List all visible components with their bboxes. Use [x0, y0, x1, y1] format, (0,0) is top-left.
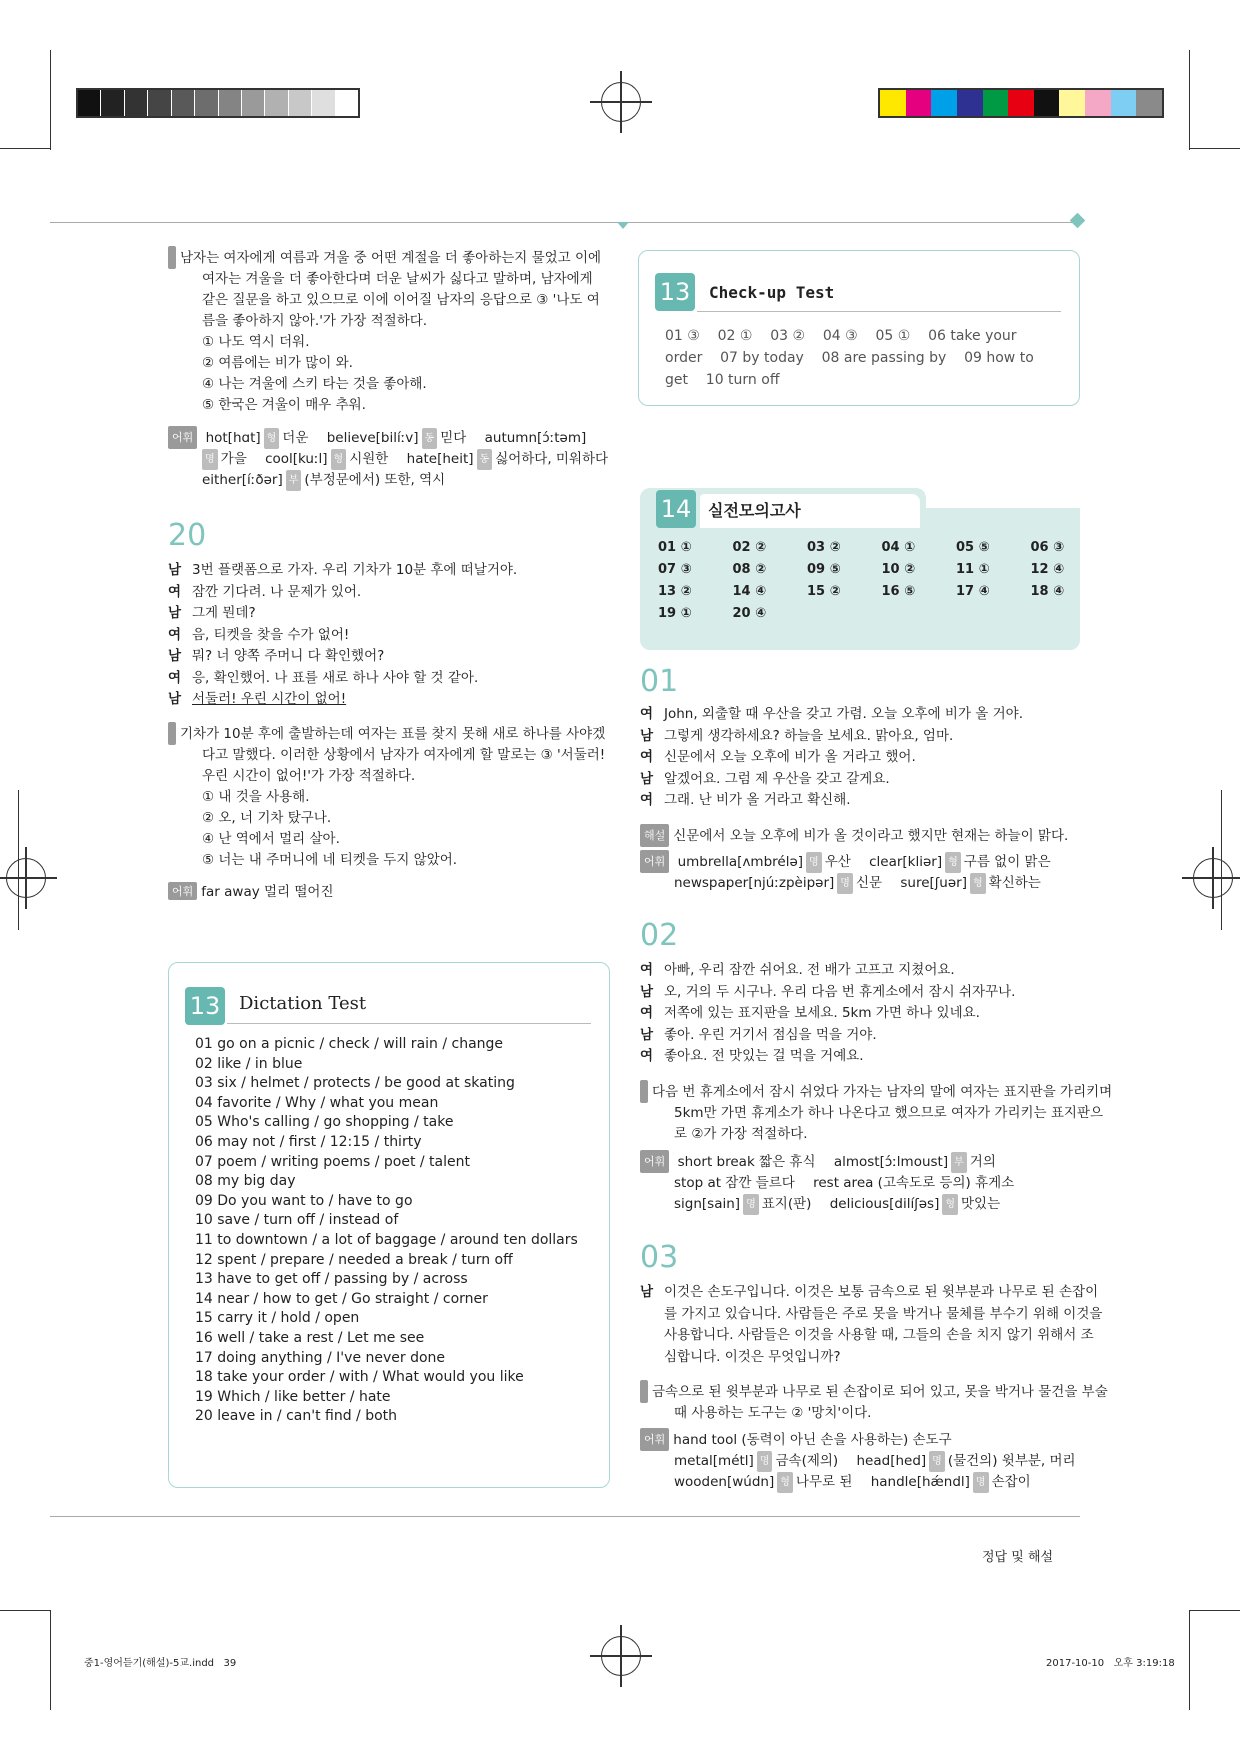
- explanation-text: 남자는 여자에게 여름과 겨울 중 어떤 계절을 더 좋아하는지 물었고 이에 여자는 겨울을 더 좋아한다며 더운 날씨가 싫다고 말하며, 남자에게 같은 질문을 하고 있으므로 이에 이어질 남자의 응답으로 ③ '나도 여름을 좋아하지 않아.'가 가장 적절하다.: [180, 250, 602, 329]
- pos-label: 부: [286, 470, 302, 491]
- mock-answer: 02 ②: [732, 540, 767, 555]
- mock-answer: 12 ④: [1030, 562, 1065, 577]
- dialogue-line: [640, 1025, 1085, 1047]
- explanation-02: [610, 1080, 1116, 1145]
- gray-swatch: [171, 90, 194, 116]
- dictation-answer: 16 well / take a rest / Let me see: [195, 1329, 425, 1346]
- speaker: 남: [640, 770, 654, 787]
- vocab-meaning: 싫어하다, 미워하다: [495, 451, 609, 467]
- title-underline: [697, 311, 1061, 312]
- line-text: 그게 뭔데?: [192, 605, 256, 621]
- pos-label: 명: [757, 1451, 773, 1472]
- pos-label: 명: [202, 449, 218, 470]
- print-timestamp: 2017-10-10 오후 3:19:18: [1046, 1658, 1175, 1669]
- speaker: 남: [640, 727, 654, 744]
- dictation-answer: 11 to downtown / a lot of baggage / around ten dollars: [195, 1231, 578, 1248]
- gray-swatch: [124, 90, 147, 116]
- dictation-test-box: [168, 962, 610, 1488]
- dialogue-line: [168, 603, 613, 625]
- vocab-word: rest area (고속도로 등의) 휴게소: [813, 1175, 1015, 1191]
- mock-answer: 07 ③: [658, 562, 692, 577]
- speaker: 여: [640, 706, 654, 722]
- dialogue-line: [640, 960, 1085, 982]
- vocab-meaning: 구름 없이 맑은: [963, 854, 1051, 870]
- pos-label: 명: [806, 852, 822, 873]
- dictation-answer: 14 near / how to get / Go straight / corner: [195, 1290, 488, 1307]
- mock-answer: 16 ⑤: [881, 584, 916, 599]
- dictation-answer: 06 may not / first / 12:15 / thirty: [195, 1133, 422, 1150]
- dialogue-line: [168, 668, 613, 690]
- vocab-word: sign[sain]: [674, 1196, 741, 1212]
- question-number: 02: [640, 918, 679, 953]
- dialogue-20: [168, 560, 613, 711]
- explanation-01: [640, 824, 1085, 847]
- gray-swatch: [78, 90, 100, 116]
- explanation-20: [138, 722, 610, 871]
- vocab-text: far away 멀리 떨어진: [201, 884, 334, 900]
- dialogue-line: [640, 726, 1085, 748]
- dictation-answer: 13 have to get off / passing by / across: [195, 1271, 468, 1288]
- vocabulary-19: [168, 426, 613, 491]
- dictation-answer: 12 spent / prepare / needed a break / turn off: [195, 1251, 513, 1268]
- mock-test-answers: [658, 540, 1105, 621]
- mock-answer: 09 ⑤: [807, 562, 841, 577]
- vocab-word: newspaper[njúːzpèipər]: [674, 875, 835, 891]
- pos-label: 동: [477, 449, 493, 470]
- vocabulary-01: [640, 850, 1085, 894]
- vocab-meaning: 거의: [969, 1154, 996, 1170]
- dialogue-line: [640, 704, 1085, 726]
- gray-swatch: [264, 90, 287, 116]
- question-number: 01: [640, 664, 679, 699]
- dictation-answer: 10 save / turn off / instead of: [195, 1212, 399, 1229]
- vocab-word: hand tool (동력이 아닌 손을 사용하는) 손도구: [673, 1432, 952, 1448]
- color-swatch: [906, 90, 932, 116]
- explanation-text: 기차가 10분 후에 출발하는데 여자는 표를 찾지 못해 새로 하나를 사야겠다고 말했다. 이러한 상황에서 남자가 여자에게 할 말로는 ③ '서둘러! 우린 시간이 없어!'가 가장 적절하다.: [180, 726, 606, 784]
- vocab-word: either[íːðər]: [202, 472, 283, 488]
- dictation-answer: 03 six / helmet / protects / be good at skating: [195, 1075, 515, 1092]
- dialogue-02: [640, 960, 1085, 1068]
- dictation-answer: 01 go on a picnic / check / will rain / change: [195, 1036, 504, 1052]
- mock-answer: 11 ①: [956, 562, 990, 577]
- gray-swatch: [194, 90, 217, 116]
- option-line: ⑤ 한국은 겨울이 매우 추워.: [202, 397, 366, 413]
- vocab-meaning: 가을: [220, 451, 247, 467]
- pos-label: 동: [422, 428, 438, 449]
- rule-diamond: [1070, 213, 1086, 229]
- option-line: ① 내 것을 사용해.: [202, 789, 310, 805]
- explanation-text: 신문에서 오늘 오후에 비가 올 것이라고 했지만 현재는 하늘이 맑다.: [673, 828, 1069, 844]
- line-text: 아빠, 우리 잠깐 쉬어요. 전 배가 고프고 지쳤어요.: [664, 962, 955, 978]
- mock-answer: 13 ②: [658, 584, 692, 599]
- speaker: 남: [168, 605, 182, 621]
- color-swatch: [1085, 90, 1111, 116]
- vocab-meaning: 믿다: [440, 430, 467, 446]
- vocab-meaning: 우산: [824, 854, 851, 870]
- title-underline: [227, 1023, 591, 1024]
- crop-mark: [1190, 1610, 1240, 1611]
- explanation-options: [168, 332, 610, 416]
- dictation-answer: 07 poem / writing poems / poet / talent: [195, 1153, 470, 1170]
- vocab-meaning: (부정문에서) 또한, 역시: [304, 472, 446, 488]
- gray-swatch: [311, 90, 334, 116]
- vocabulary-20: [168, 880, 613, 900]
- dialogue-line: [168, 689, 613, 711]
- pos-label: 부: [951, 1152, 967, 1173]
- vocab-word: cool[kuːl]: [265, 451, 328, 467]
- line-text: 저쪽에 있는 표지판을 보세요. 5km 가면 하나 있네요.: [664, 1005, 980, 1021]
- registration-mark-bottom: [601, 1636, 641, 1676]
- pos-label: 형: [777, 1472, 793, 1493]
- color-swatch: [931, 90, 957, 116]
- question-number: 03: [640, 1240, 679, 1275]
- vocab-word: delicious[dilíʃəs]: [829, 1196, 940, 1212]
- speaker: 여: [640, 1048, 654, 1064]
- vocab-word: almost[ɔ́ːlmoust]: [833, 1154, 949, 1170]
- vocab-word: head[hed]: [856, 1453, 927, 1469]
- vocabulary-02: [640, 1150, 1085, 1215]
- explanation-tag: 해설: [168, 722, 176, 745]
- section-title: Check-up Test: [709, 283, 835, 302]
- vocab-meaning: 금속(제의): [775, 1453, 839, 1469]
- dialogue-line: [640, 769, 1085, 791]
- speaker: 여: [640, 792, 654, 808]
- vocabulary-tag: 어휘: [640, 1150, 669, 1173]
- dictation-answer-list: [169, 1035, 605, 1427]
- section-number-badge: 14: [656, 490, 696, 528]
- color-swatch: [957, 90, 983, 116]
- mock-answer: 18 ④: [1030, 584, 1065, 599]
- dialogue-line: [640, 747, 1085, 769]
- color-swatch: [880, 90, 906, 116]
- dictation-answer: 19 Which / like better / hate: [195, 1388, 391, 1405]
- line-text: 그래. 난 비가 올 거라고 확신해.: [664, 792, 851, 808]
- pos-label: 명: [929, 1451, 945, 1472]
- line-text: 잠깐 기다려. 나 문제가 있어.: [192, 583, 362, 600]
- vocab-word: metal[métl]: [674, 1453, 754, 1469]
- mock-answer: 08 ②: [732, 562, 767, 577]
- speaker: 남: [168, 562, 182, 578]
- mock-answer: 20 ④: [732, 606, 767, 621]
- check-up-answers: [665, 325, 1065, 391]
- mock-answer: 15 ②: [807, 584, 841, 599]
- option-line: ② 오, 너 기차 탔구나.: [202, 810, 332, 826]
- gray-swatch: [241, 90, 264, 116]
- dictation-answer: 05 Who's calling / go shopping / take: [195, 1114, 454, 1131]
- crop-mark: [18, 790, 19, 930]
- dictation-answer: 04 favorite / Why / what you mean: [195, 1094, 439, 1111]
- footer-rule: [50, 1516, 1080, 1517]
- speaker: 여: [640, 1005, 654, 1021]
- pos-label: 형: [942, 1194, 958, 1215]
- line-text: 뭐? 너 양쪽 주머니 다 확인했어?: [192, 648, 385, 664]
- pos-label: 형: [945, 852, 961, 873]
- line-text: John, 외출할 때 우산을 갖고 가렴. 오늘 오후에 비가 올 거야.: [664, 706, 1024, 722]
- option-line: ① 나도 역시 더워.: [202, 334, 310, 350]
- pos-label: 형: [331, 449, 347, 470]
- line-text: 응, 확인했어. 나 표를 새로 하나 사야 할 것 같아.: [192, 669, 479, 686]
- pos-label: 명: [973, 1472, 989, 1493]
- explanation-tag: 해설: [168, 246, 176, 269]
- mock-answer: 04 ①: [881, 540, 916, 555]
- explanation-tag: 해설: [640, 1080, 648, 1103]
- dialogue-line: [640, 1003, 1085, 1025]
- color-swatch: [983, 90, 1009, 116]
- mock-answer: 01 ①: [658, 540, 692, 555]
- line-text: 신문에서 오늘 오후에 비가 올 거라고 했어.: [664, 749, 916, 765]
- registration-mark-top: [601, 82, 641, 122]
- option-line: ② 여름에는 비가 많이 와.: [202, 355, 353, 371]
- registration-mark-right: [1193, 858, 1233, 898]
- line-text: 오, 거의 두 시구나. 우리 다음 번 휴게소에서 잠시 쉬자꾸나.: [664, 983, 1016, 1000]
- header-rule: [50, 222, 1080, 223]
- dialogue-line: [168, 646, 613, 668]
- vocab-meaning: 나무로 된: [795, 1474, 853, 1490]
- dictation-answer: 08 my big day: [195, 1173, 296, 1190]
- vocab-meaning: 맛있는: [961, 1196, 1001, 1212]
- check-up-test-box: [638, 250, 1080, 406]
- mock-answer: 03 ②: [807, 540, 841, 555]
- vocabulary-tag: 어휘: [168, 426, 197, 449]
- gray-swatch: [218, 90, 241, 116]
- file-slug: 중1-영어듣기(해설)-5교.indd 39: [84, 1658, 237, 1669]
- question-number: 20: [168, 518, 207, 553]
- dictation-answer: 17 doing anything / I've never done: [195, 1349, 446, 1366]
- color-swatch: [1111, 90, 1137, 116]
- vocab-word: autumn[ɔ́ːtəm]: [484, 430, 587, 446]
- speaker: 여: [168, 669, 182, 686]
- color-swatch: [1008, 90, 1034, 116]
- pos-label: 형: [264, 428, 280, 449]
- dictation-answer: 15 carry it / hold / open: [195, 1310, 360, 1327]
- explanation-text: 다음 번 휴게소에서 잠시 쉬었다 가자는 남자의 말에 여자는 표지판을 가리키며 5km만 가면 휴게소가 하나 나온다고 했으므로 여자가 가리키는 표지판으로 ②가 가장 적절하다.: [652, 1084, 1113, 1142]
- color-swatch: [1059, 90, 1085, 116]
- explanation-tag: 해설: [640, 1380, 648, 1403]
- vocabulary-tag: 어휘: [640, 850, 669, 873]
- speaker: 남: [640, 1284, 654, 1300]
- line-text: 그렇게 생각하세요? 하늘을 보세요. 맑아요, 엄마.: [664, 727, 954, 744]
- pos-label: 명: [743, 1194, 759, 1215]
- dialogue-line: [168, 582, 613, 604]
- color-swatch: [1034, 90, 1060, 116]
- section-footer: 정답 및 해설: [982, 1550, 1054, 1565]
- vocab-word: hot[hɑt]: [205, 430, 261, 446]
- line-text: 서둘러! 우린 시간이 없어!: [192, 691, 347, 707]
- option-line: ④ 나는 겨울에 스키 타는 것을 좋아해.: [202, 376, 427, 392]
- vocab-meaning: 확신하는: [988, 875, 1041, 891]
- dialogue-line: [168, 560, 613, 582]
- vocab-word: short break 짧은 휴식: [677, 1154, 816, 1170]
- speaker: 남: [168, 691, 182, 707]
- passage-03: [640, 1282, 1106, 1368]
- explanation-19: [138, 246, 610, 416]
- mock-answer: 05 ⑤: [956, 540, 990, 555]
- vocab-word: umbrella[ʌmbrélə]: [677, 854, 804, 870]
- line-text: 음, 티켓을 찾을 수가 없어!: [192, 626, 350, 643]
- crop-mark: [50, 1610, 51, 1710]
- speaker: 남: [640, 983, 654, 1000]
- answer-line: 01 ③ 02 ① 03 ② 04 ③ 05 ① 06 take your: [665, 328, 1017, 344]
- dictation-answer: 09 Do you want to / have to go: [195, 1192, 413, 1209]
- gray-swatch: [335, 90, 358, 116]
- vocab-word: sure[ʃuər]: [900, 875, 967, 891]
- vocab-meaning: 손잡이: [991, 1474, 1031, 1490]
- vocab-word: hate[heit]: [406, 451, 474, 467]
- vocabulary-03: [640, 1428, 1085, 1493]
- mock-answer: 14 ④: [732, 584, 767, 599]
- pos-label: 형: [970, 873, 986, 894]
- speaker: 남: [640, 1026, 654, 1043]
- dialogue-01: [640, 704, 1085, 812]
- line-text: 좋아. 우린 거기서 점심을 먹을 거야.: [664, 1026, 877, 1043]
- vocab-word: believe[bilíːv]: [326, 430, 419, 446]
- mock-answer: 19 ①: [658, 606, 692, 621]
- gray-swatch: [147, 90, 170, 116]
- line-text: 이것은 손도구입니다. 이것은 보통 금속으로 된 윗부분과 나무로 된 손잡이를 가지고 있습니다. 사람들은 주로 못을 박거나 물체를 부수기 위해 이것을 사용합니다. 사람들은 이것을 사용할 때, 그들의 손을 치지 않기 위해서 조심합니다. 이것은 무엇입니까?: [664, 1284, 1103, 1365]
- crop-mark: [1190, 148, 1240, 149]
- mock-answer: 06 ③: [1030, 540, 1065, 555]
- line-text: 알겠어요. 그럼 제 우산을 갖고 갈게요.: [664, 770, 890, 787]
- color-calibration-bar: [878, 88, 1164, 118]
- dialogue-line: [640, 790, 1085, 812]
- vocab-meaning: 표지(판): [761, 1196, 812, 1212]
- grayscale-color-bar: [76, 88, 360, 118]
- speaker: 여: [640, 962, 654, 978]
- answer-line: get 10 turn off: [665, 372, 780, 388]
- explanation-text: 금속으로 된 윗부분과 나무로 된 손잡이로 되어 있고, 못을 박거나 물건을 부술 때 사용하는 도구는 ② '망치'이다.: [652, 1384, 1108, 1421]
- dialogue-line: [168, 625, 613, 647]
- vocab-meaning: (물건의) 윗부분, 머리: [947, 1453, 1076, 1469]
- column-marker: [617, 222, 629, 229]
- section-number-badge: 13: [185, 987, 225, 1025]
- pos-label: 명: [837, 873, 853, 894]
- section-number-badge: 13: [655, 273, 695, 311]
- speaker: 남: [168, 648, 182, 664]
- crop-mark: [0, 148, 50, 149]
- mock-answer: 17 ④: [956, 584, 990, 599]
- vocab-word: clear[kliər]: [869, 854, 943, 870]
- crop-mark: [1189, 50, 1190, 150]
- option-line: ④ 난 역에서 멀리 살아.: [202, 831, 340, 847]
- explanation-tag: 해설: [640, 824, 669, 847]
- crop-mark: [50, 50, 51, 150]
- answer-line: order 07 by today 08 are passing by 09 how to: [665, 350, 1034, 366]
- explanation-03: [610, 1380, 1116, 1424]
- gray-swatch: [100, 90, 123, 116]
- speaker: 여: [168, 626, 182, 643]
- dialogue-line: [640, 1046, 1085, 1068]
- gray-swatch: [288, 90, 311, 116]
- option-line: ⑤ 너는 내 주머니에 네 티켓을 두지 않았어.: [202, 852, 458, 868]
- vocabulary-tag: 어휘: [168, 882, 197, 900]
- section-title: Dictation Test: [239, 993, 367, 1014]
- line-text: 좋아요. 전 맛있는 걸 먹을 거예요.: [664, 1048, 864, 1064]
- mock-answer: 10 ②: [881, 562, 916, 577]
- speaker: 여: [168, 583, 182, 600]
- vocab-word: handle[hǽndl]: [870, 1474, 970, 1490]
- crop-mark: [1189, 1610, 1190, 1710]
- registration-mark-left: [6, 858, 46, 898]
- vocab-meaning: 더운: [282, 430, 309, 446]
- dictation-answer: 02 like / in blue: [195, 1055, 303, 1072]
- vocab-meaning: 시원한: [349, 451, 389, 467]
- section-title: 실전모의고사: [708, 501, 801, 520]
- dictation-answer: 18 take your order / with / What would you like: [195, 1369, 524, 1386]
- crop-mark: [1221, 790, 1222, 930]
- dialogue-line: [640, 982, 1085, 1004]
- dictation-answer: 20 leave in / can't find / both: [195, 1408, 398, 1425]
- crop-mark: [0, 1610, 50, 1611]
- speaker: 여: [640, 749, 654, 765]
- vocabulary-tag: 어휘: [640, 1428, 669, 1451]
- line-text: 3번 플랫폼으로 가자. 우리 기차가 10분 후에 떠날거야.: [192, 562, 518, 578]
- vocab-meaning: 신문: [855, 875, 883, 891]
- vocab-word: wooden[wúdn]: [674, 1474, 775, 1490]
- color-swatch: [1136, 90, 1162, 116]
- vocab-word: stop at 잠깐 들르다: [674, 1175, 795, 1191]
